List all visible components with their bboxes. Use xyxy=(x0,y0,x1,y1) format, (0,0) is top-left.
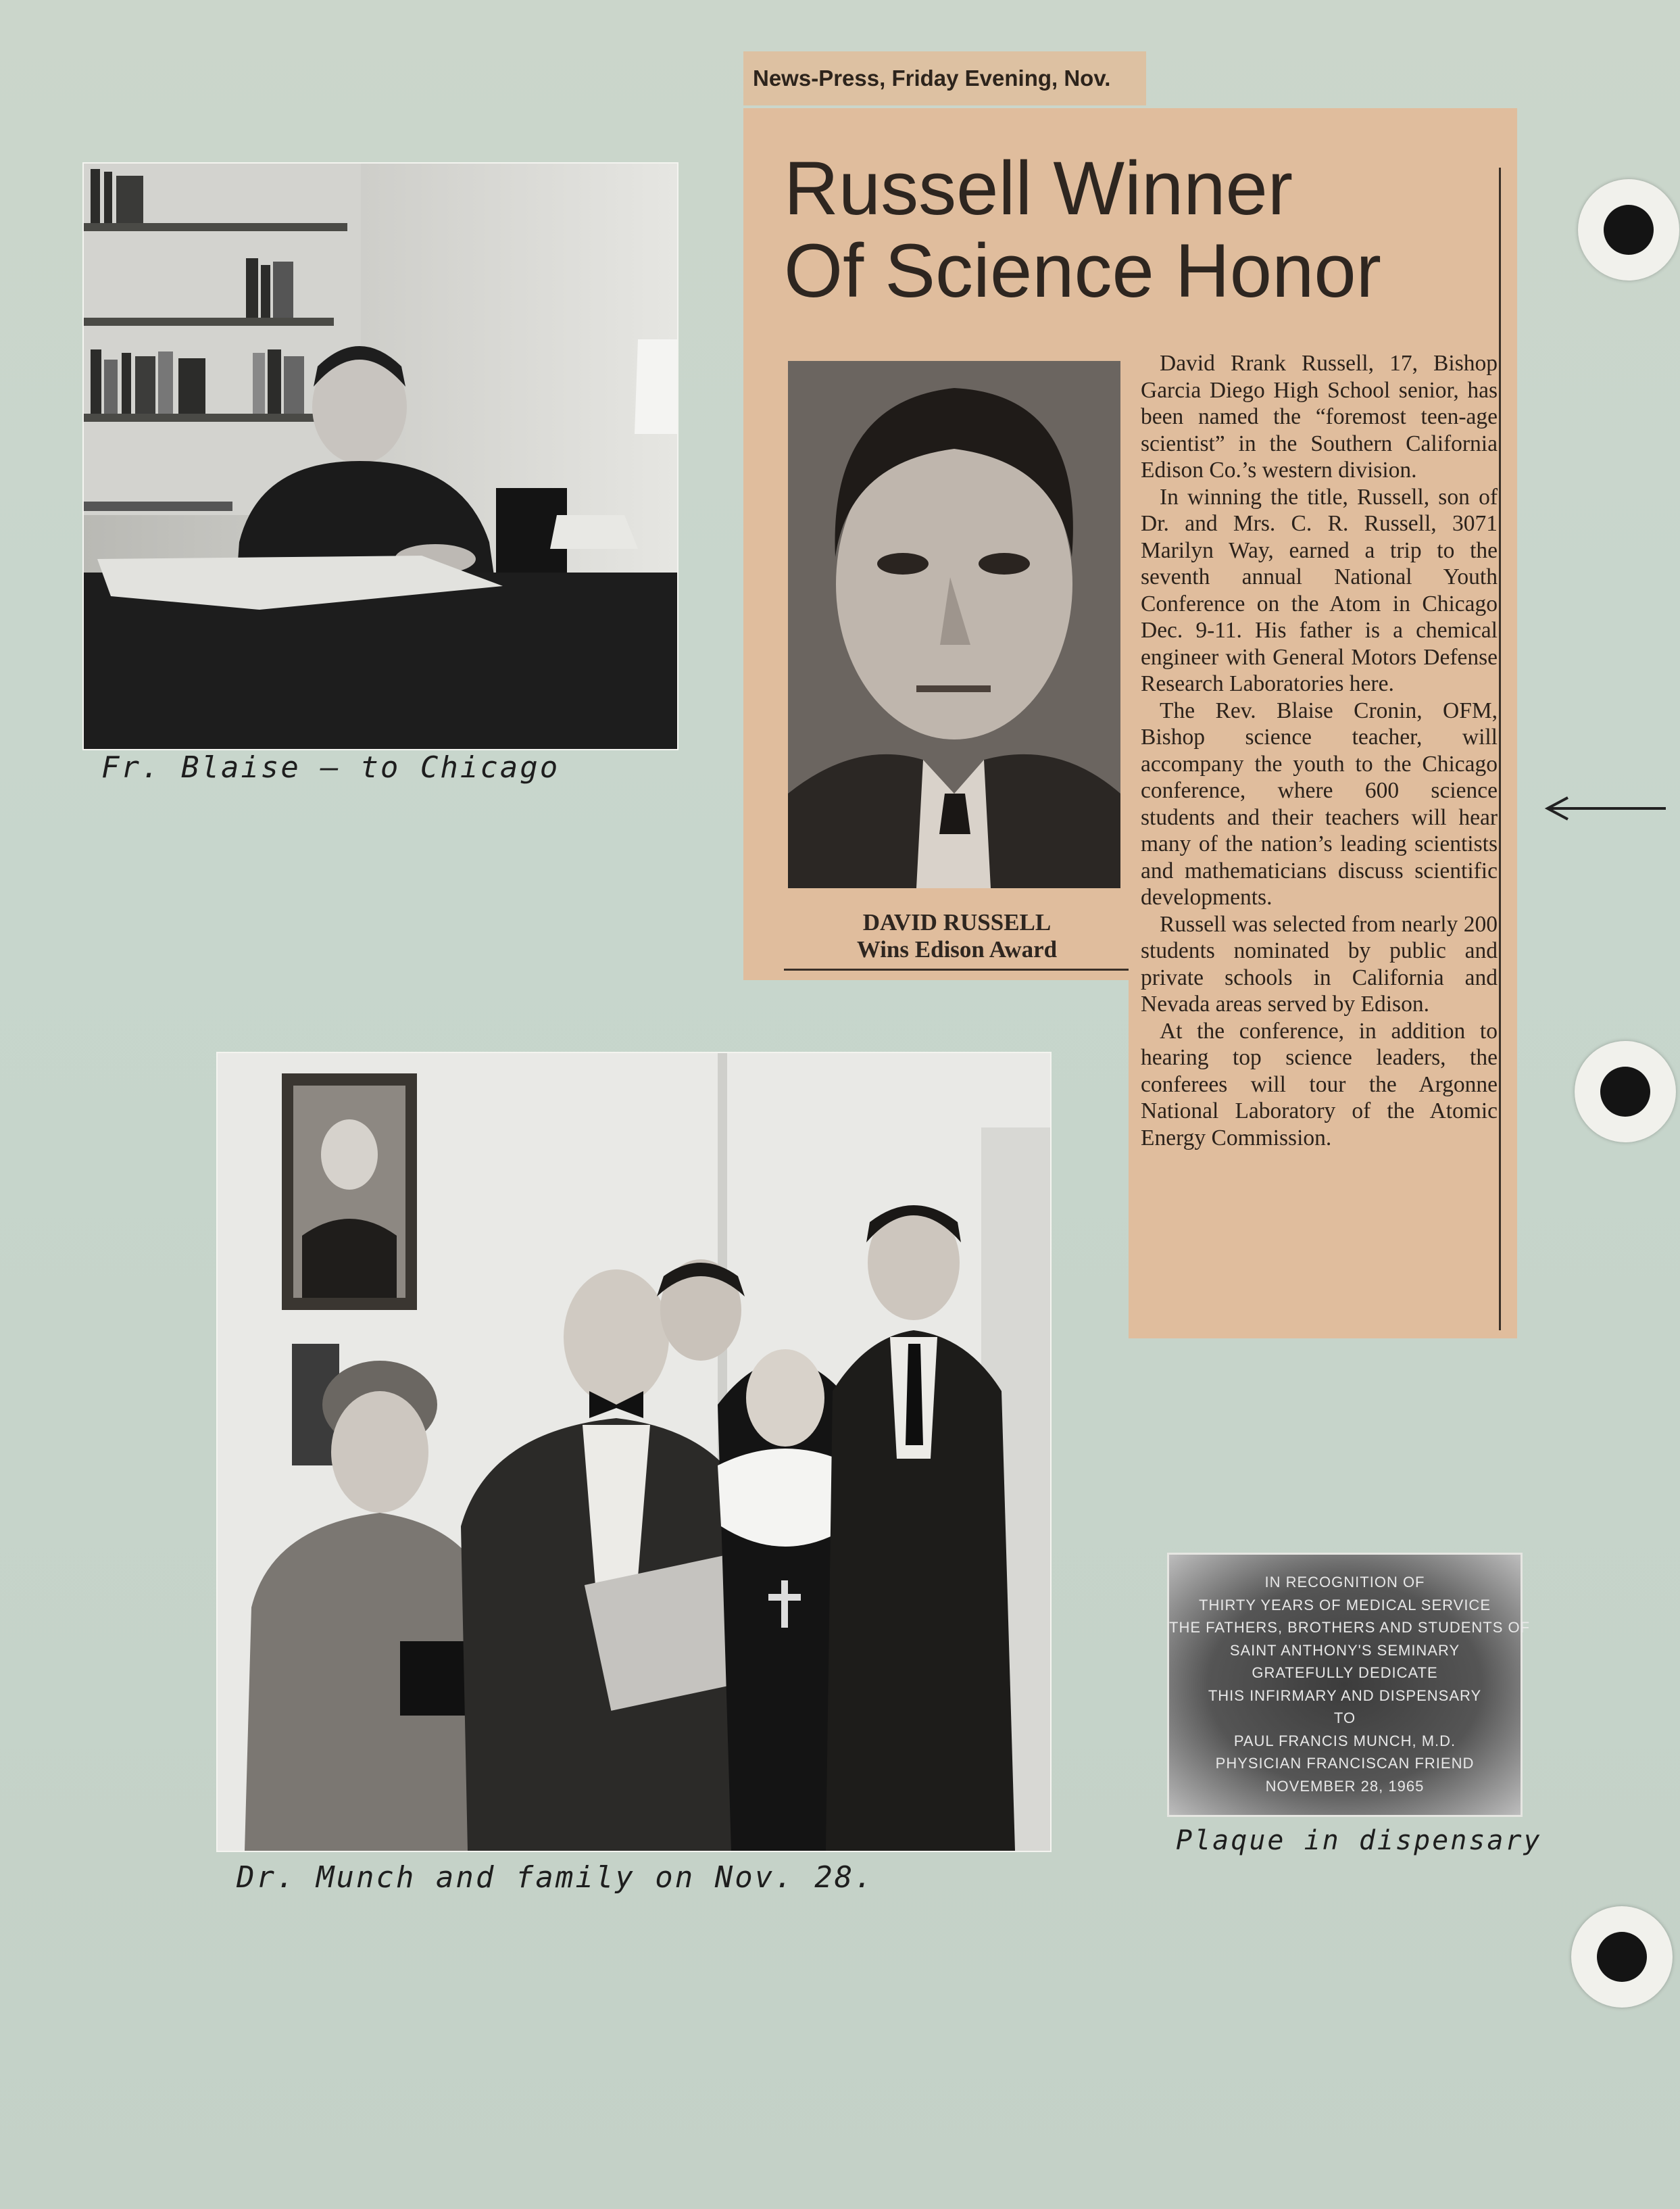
caption-fr-blaise: Fr. Blaise — to Chicago xyxy=(101,750,560,785)
clipping-rule-right xyxy=(1499,168,1501,1330)
clipping-dateline: News-Press, Friday Evening, Nov. xyxy=(743,51,1146,105)
photo-fr-blaise xyxy=(84,164,677,749)
binder-hole-middle xyxy=(1575,1041,1676,1142)
hole-icon xyxy=(1604,205,1654,255)
headline-line-1: Russell Winner xyxy=(784,146,1293,230)
photo-fr-blaise-image xyxy=(84,164,677,749)
plaque-line: GRATEFULLY DEDICATE xyxy=(1252,1664,1438,1681)
plaque-line: THIS INFIRMARY AND DISPENSARY xyxy=(1208,1686,1482,1704)
plaque-line: SAINT ANTHONY'S SEMINARY xyxy=(1229,1641,1460,1659)
plaque-line: PAUL FRANCIS MUNCH, M.D. xyxy=(1233,1732,1456,1749)
headline-line-2: Of Science Honor xyxy=(784,228,1381,313)
binder-hole-bottom xyxy=(1571,1906,1673,2008)
caption-munch-family: Dr. Munch and family on Nov. 28. xyxy=(237,1860,874,1895)
david-russell-portrait xyxy=(788,361,1120,888)
portrait-image xyxy=(788,361,1120,888)
plaque-line: IN RECOGNITION OF xyxy=(1264,1574,1425,1591)
hole-icon xyxy=(1600,1067,1650,1117)
left-arrow-icon xyxy=(1541,795,1669,822)
portrait-caption xyxy=(788,909,1126,963)
photo-munch-family xyxy=(218,1053,1050,1851)
plaque-line: TO xyxy=(1333,1709,1356,1726)
binder-hole-top xyxy=(1578,179,1679,281)
plaque-line: NOVEMBER 28, 1965 xyxy=(1265,1777,1425,1795)
dispensary-plaque xyxy=(1169,1555,1531,1815)
plaque-line: THIRTY YEARS OF MEDICAL SERVICE xyxy=(1199,1596,1491,1613)
article-paragraph: The Rev. Blaise Cronin, OFM, Bishop science teacher, will accompany the youth to the Chicago conference, where 600 science students and their teachers will hear many of the nation’s leading scientists and mathematicians discuss scientific developments. xyxy=(1141,698,1498,910)
article-paragraph: David Rrank Russell, 17, Bishop Garcia Diego High School senior, has been named the “foremost teen-age scientist” in the Southern California Edison Co.’s western division. xyxy=(1141,351,1498,483)
portrait-caption-subtitle: Wins Edison Award xyxy=(856,936,1058,963)
portrait-caption-name: DAVID RUSSELL xyxy=(862,909,1052,936)
plaque-line: THE FATHERS, BROTHERS AND STUDENTS OF xyxy=(1169,1619,1531,1636)
caption-plaque: Plaque in dispensary xyxy=(1176,1825,1542,1856)
photo-munch-family-image xyxy=(218,1053,1050,1851)
clipping-rule-caption xyxy=(784,969,1129,971)
hole-icon xyxy=(1597,1932,1647,1982)
article-paragraph: Russell was selected from nearly 200 students nominated by public and private schools in California and Nevada areas served by Edison. xyxy=(1141,911,1498,1017)
article-paragraph: In winning the title, Russell, son of Dr. and Mrs. C. R. Russell, 3071 Marilyn Way, earned a trip to the seventh annual National Youth Conference on the Atom in Chicago Dec. 9-11. His father is a chemical engineer with General Motors Defense Research Laboratories here. xyxy=(1141,484,1498,696)
article-paragraph: At the conference, in addition to hearing top science leaders, the conferees will tour the Argonne National Laboratory of the Atomic Energy Commission. xyxy=(1141,1018,1498,1150)
article-body xyxy=(1141,350,1498,1151)
clipping-headline xyxy=(784,147,1487,312)
plaque-line: PHYSICIAN FRANCISCAN FRIEND xyxy=(1215,1755,1475,1772)
